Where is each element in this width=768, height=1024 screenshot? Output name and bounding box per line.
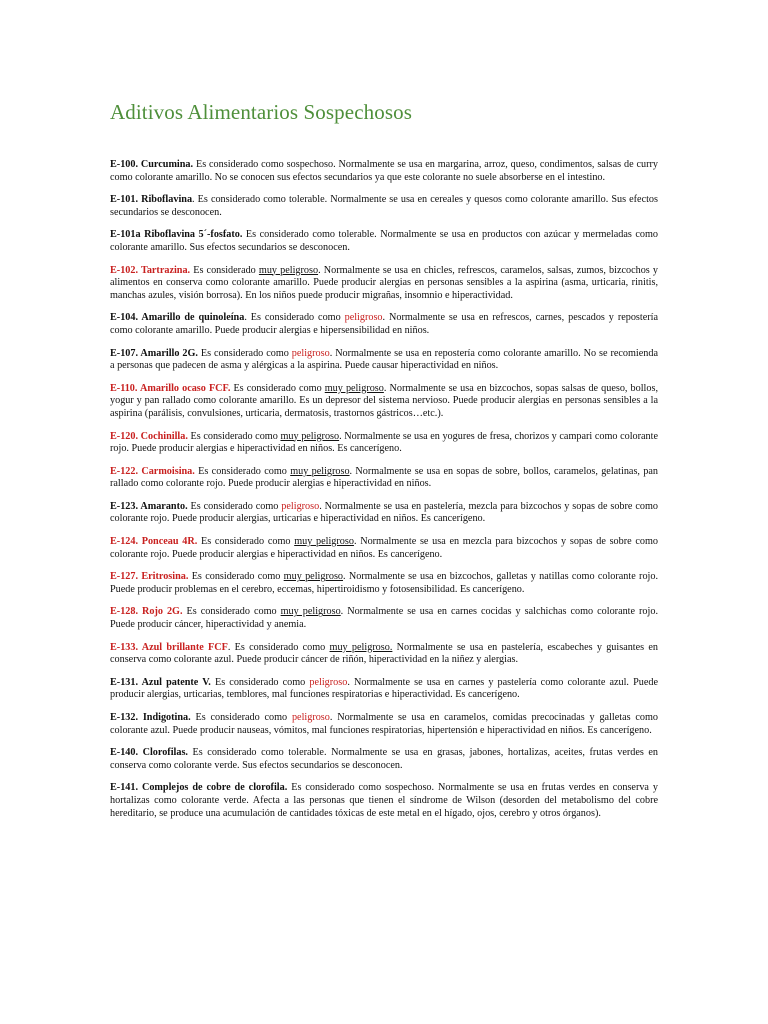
additive-code: E-104. Amarillo de quinoleína	[110, 312, 245, 324]
additive-entry	[110, 606, 658, 631]
additive-entry	[110, 229, 658, 254]
rating-dangerous: peligroso	[281, 500, 320, 512]
entry-description: Normalmente se usa en productos con azúcar y mermeladas como colorante amarillo. Sus efectos secundarios se desconocen.	[110, 229, 659, 253]
rating-very-dangerous: muy peligroso	[294, 536, 354, 548]
rating-dangerous: peligroso	[291, 347, 330, 359]
additive-code: E-122. Carmoisina.	[110, 465, 195, 477]
rating-dangerous: peligroso	[309, 676, 348, 688]
entry-rating-intro: Es considerado como	[190, 712, 292, 723]
entry-rating-intro: Es considerado como	[197, 536, 295, 548]
entry-rating-intro: Es considerado como	[182, 606, 281, 618]
additive-entry	[110, 431, 658, 456]
additive-code: E-141. Complejos de cobre de clorofila.	[110, 782, 288, 794]
rating-very-dangerous: muy peligroso	[324, 382, 384, 394]
additive-code: E-131. Azul patente V.	[110, 676, 211, 688]
additive-code: E-120. Cochinilla.	[110, 430, 188, 442]
entry-description: Normalmente se usa en frutas verdes en conserva y hortalizas como colorante verde. Afecta a las personas que tienen el síndrome de Wilson (desorden del metabolismo del cobre hereditario, se produce una acumulación de cantidades tóxicas de este metal en el hígado, ojos, cerebro y otros órganos).	[110, 782, 658, 819]
entry-description: . Normalmente se usa en chicles, refrescos, caramelos, salsas, zumos, bizcochos y alimentos en conserva como colorante amarillo. Puede producir alergias en personas sensibles a la aspirina (asma, urticaria, rinitis, manchas azules, visión borrosa). En los niños puede producir migrañas, insomnio e hiperactividad.	[110, 264, 658, 301]
additive-entry	[110, 747, 658, 772]
entry-description: Normalmente se usa en cereales y quesos como colorante amarillo. Sus efectos secundarios se desconocen.	[110, 194, 658, 218]
entry-rating-intro: Es considerado como	[197, 347, 292, 359]
entry-rating-intro: Es considerado como sospechoso.	[193, 159, 336, 170]
entry-rating-intro: . Es considerado como tolerable.	[192, 194, 328, 206]
additive-code: E-128. Rojo 2G.	[110, 606, 183, 618]
additive-entry	[110, 782, 658, 820]
rating-very-dangerous: muy peligroso	[280, 430, 340, 442]
entry-description: . Normalmente se usa en caramelos, comidas precocinadas y galletas como colorante azul. Puede producir nauseas, vómitos, mal funciones respiratorias, hipertensión e hiperactividad en niños. Es cancerígeno.	[110, 712, 659, 736]
additive-entry	[110, 194, 658, 219]
entry-description: . Normalmente se usa en bizcochos, galletas y natillas como colorante rojo. Puede producir problemas en el cerebro, eccemas, hipertiroidismo y fotosensibilidad. Es cancerígeno.	[110, 571, 659, 595]
entry-description: . Normalmente se usa en yogures de fresa, chorizos y campari como colorante rojo. Puede producir alergias e hiperactividad en niños. Es cancerígeno.	[110, 430, 658, 455]
rating-very-dangerous: muy peligroso	[290, 465, 350, 477]
additive-code: E-123. Amaranto.	[110, 500, 188, 512]
entry-description: . Normalmente se usa en sopas de sobre, bollos, caramelos, gelatinas, pan rallado como colorante rojo. Puede producir alergias e hiperactividad en niños.	[110, 465, 659, 490]
rating-dangerous: peligroso	[291, 712, 330, 723]
entry-description: Normalmente se usa en margarina, arroz, queso, condimentos, salsas de curry como colorante amarillo. No se conocen sus efectos secundarios ya que este colorante no suele absorberse en el intestino.	[110, 159, 658, 183]
additive-entry	[110, 159, 658, 184]
additive-code: E-133. Azul brillante FCF	[110, 641, 228, 653]
additive-entry	[110, 312, 658, 337]
entry-description: . Normalmente se usa en carnes y pastelería como colorante azul. Puede producir alergias, urticarias, temblores, mal funciones respiratorias e hiperactividad. Es cancerígeno.	[110, 676, 658, 701]
additive-entry	[110, 536, 658, 561]
entry-rating-intro: Es considerado como tolerable.	[242, 229, 377, 241]
rating-dangerous: peligroso	[344, 312, 383, 324]
entry-rating-intro: Es considerado como	[187, 500, 282, 512]
entry-rating-intro: . Es considerado como	[227, 641, 330, 653]
additive-code: E-101a Riboflavina 5´-fosfato.	[110, 229, 243, 241]
additive-code: E-110. Amarillo ocaso FCF.	[110, 382, 231, 394]
additive-entry	[110, 571, 658, 596]
rating-very-dangerous: muy peligroso	[283, 571, 344, 583]
entry-description: . Normalmente se usa en bizcochos, sopas salsas de queso, bollos, yogur y pan rallado como colorante amarillo. Es un depresor del sistema nervioso. Puede producir alergias en personas sensibles a la aspirina (parálisis, convulsiones, urticaria, dermatosis, trastornos gástricos…etc.).	[110, 382, 658, 419]
additive-code: E-101. Riboflavina	[110, 194, 193, 206]
entry-description: . Normalmente se usa en pastelería, mezcla para bizcochos y sopas de sobre como colorante rojo. Puede producir alergias, urticarias e hiperactividad en niños. Es cancerígeno.	[110, 500, 658, 525]
additive-entry	[110, 265, 658, 303]
entry-description: Normalmente se usa en grasas, jabones, hortalizas, aceites, frutas verdes en conserva como colorante verde. Sus efectos secundarios se desconocen.	[110, 747, 658, 771]
additive-entry	[110, 501, 658, 526]
entry-description: Normalmente se usa en pastelería, escabeches y guisantes en conserva como colorante azul. Puede producir cáncer de riñón, hiperactividad en la niñez y alergias.	[110, 641, 659, 666]
additive-list	[110, 159, 658, 820]
entry-rating-intro: Es considerado	[190, 264, 259, 276]
additive-code: E-140. Clorofilas.	[110, 747, 188, 759]
additive-code: E-132. Indigotina.	[110, 712, 191, 723]
additive-entry	[110, 466, 658, 491]
additive-code: E-100. Curcumina.	[110, 159, 194, 170]
additive-entry	[110, 677, 658, 702]
rating-very-dangerous: muy peligroso.	[329, 641, 393, 653]
additive-code: E-102. Tartrazina.	[110, 264, 191, 276]
entry-rating-intro: Es considerado como	[230, 382, 325, 394]
additive-entry	[110, 712, 658, 737]
entry-description: . Normalmente se usa en mezcla para bizcochos y sopas de sobre como colorante rojo. Puede producir alergias e hiperactividad en niños. Es cancerígeno.	[110, 536, 658, 560]
rating-very-dangerous: muy peligroso	[280, 606, 341, 618]
entry-description: . Normalmente se usa en refrescos, carnes, pescados y repostería como colorante amarillo. Puede producir alergias e hipersensibilidad en niños.	[110, 312, 658, 336]
additive-code: E-107. Amarillo 2G.	[110, 347, 198, 359]
additive-code: E-124. Ponceau 4R.	[110, 536, 198, 548]
entry-rating-intro: . Es considerado como	[244, 312, 345, 324]
entry-description: . Normalmente se usa en repostería como colorante amarillo. No se recomienda a personas que padecen de asma y alérgicas a la aspirina. Puede causar hiperactividad en niños.	[110, 347, 658, 372]
entry-rating-intro: Es considerado como	[187, 430, 281, 442]
page-title: Aditivos Alimentarios Sospechosos	[110, 100, 412, 124]
rating-very-dangerous: muy peligroso	[258, 264, 319, 276]
entry-rating-intro: Es considerado como sospechoso.	[287, 782, 435, 794]
entry-rating-intro: Es considerado como	[188, 571, 284, 583]
additive-entry	[110, 383, 658, 421]
entry-rating-intro: Es considerado como	[194, 465, 291, 477]
additive-entry	[110, 348, 658, 373]
entry-rating-intro: Es considerado como	[210, 676, 310, 688]
additive-entry	[110, 642, 658, 667]
entry-description: . Normalmente se usa en carnes cocidas y salchichas como colorante rojo. Puede producir cáncer, hiperactividad y anemia.	[110, 606, 659, 631]
additive-code: E-127. Eritrosina.	[110, 571, 189, 583]
entry-rating-intro: Es considerado como tolerable.	[187, 747, 327, 759]
